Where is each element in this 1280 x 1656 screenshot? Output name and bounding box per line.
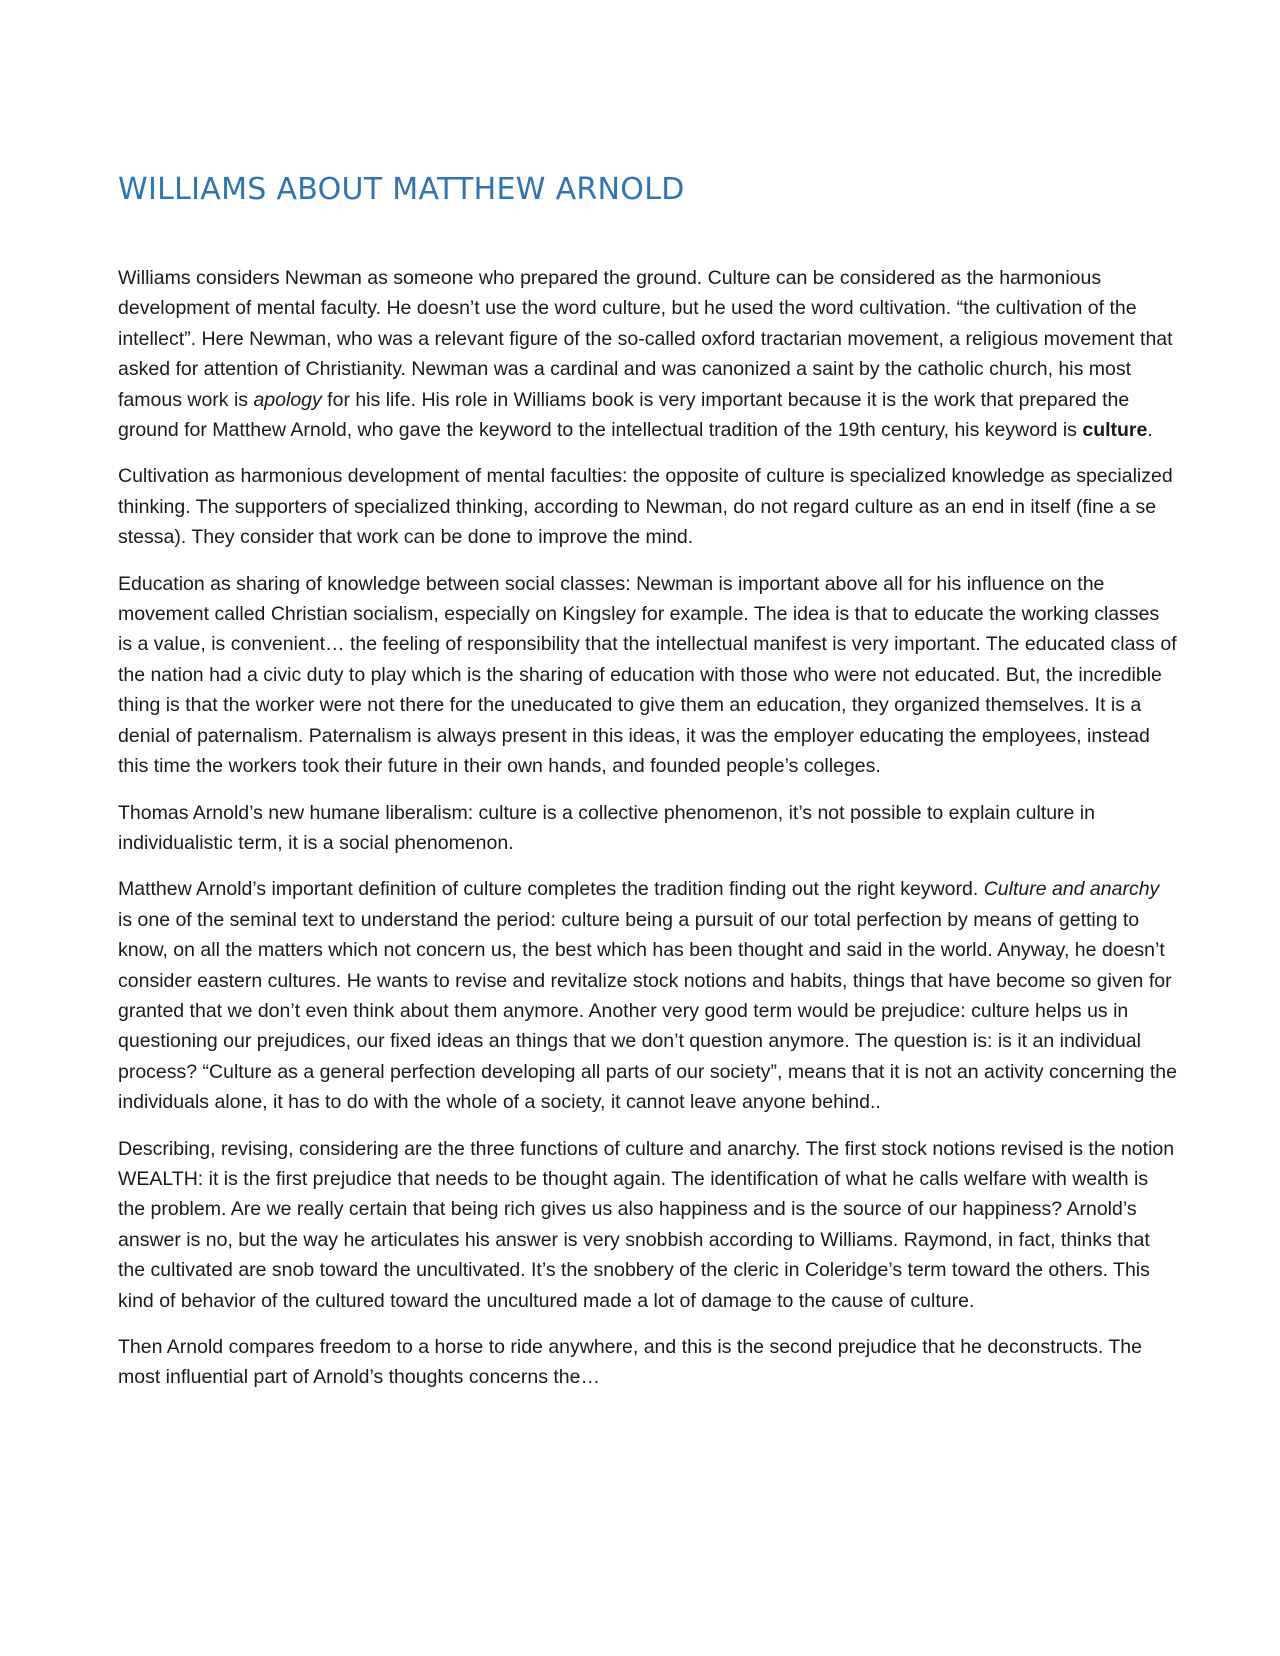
paragraph-text: . bbox=[1147, 419, 1153, 442]
document-body bbox=[118, 263, 1178, 1409]
paragraph-education: Education as sharing of knowledge between social classes: Newman is important above all for his influence on the movement called Christian socialism, especially on Kingsley for example. The idea is that to educate the working classes is a value, is convenient… the feeling of responsibility that the intellectual manifest is very important. The educated class of the nation had a civic duty to play which is the sharing of education with those who were not educated. But, the incredible thing is that the worker were not there for the uneducated to give them an education, they organized themselves. It is a denial of paternalism. Paternalism is always present in this ideas, it was the employer educating the employees, instead this time the workers took their future in their own hands, and founded people’s colleges. bbox=[118, 572, 1177, 778]
paragraph-newman bbox=[118, 263, 1178, 445]
paragraph-text: is one of the seminal text to understand the period: culture being a pursuit of our total perfection by means of getting to know, on all the matters which not concern us, the best which has been thought and said in the world. Anyway, he doesn’t consider eastern cultures. He wants to revise and revitalize stock notions and habits, things that have become so given for granted that we don’t even think about them anymore. Another very good term would be prejudice: culture helps us in questioning our prejudices, our fixed ideas an things that we don’t question anymore. The question is: is it an individual process? “Culture as a general perfection developing all parts of our society”, means that it is not an activity concerning the individuals alone, it has to do with the whole of a society, it cannot leave anyone behind.. bbox=[118, 908, 1177, 1114]
paragraph-text: for his life. His role in Williams book is very important because it is the work that prepared the ground for Matthew Arnold, who gave the keyword to the intellectual tradition of the 19th century, his keyword is bbox=[118, 388, 1130, 442]
document-title: WILLIAMS ABOUT MATTHEW ARNOLD bbox=[118, 172, 685, 207]
paragraph-cultivation: Cultivation as harmonious development of mental faculties: the opposite of culture is specialized knowledge as specialized thinking. The supporters of specialized thinking, according to Newman, do not regard culture as an end in itself (fine a se stessa). They consider that work can be done to improve the mind. bbox=[118, 465, 1173, 549]
paragraph-thomas-arnold: Thomas Arnold’s new humane liberalism: culture is a collective phenomenon, it’s not possible to explain culture in individualistic term, it is a social phenomenon. bbox=[118, 801, 1095, 854]
paragraph-text: Williams considers Newman as someone who prepared the ground. Culture can be considered as the harmonious development of mental faculty. He doesn’t use the word culture, but he used the word cultivation. “the cultivation of the intellect”. Here Newman, who was a relevant figure of the so-called oxford tractarian movement, a religious movement that asked for attention of Christianity. Newman was a cardinal and was canonized a saint by the catholic church, his most famous work is bbox=[118, 267, 1173, 411]
bold-keyword-culture: culture bbox=[1082, 419, 1148, 442]
paragraph-freedom: Then Arnold compares freedom to a horse to ride anywhere, and this is the second prejudice that he deconstructs. The most influential part of Arnold’s thoughts concerns the… bbox=[118, 1336, 1142, 1389]
paragraph-describing: Describing, revising, considering are the three functions of culture and anarchy. The first stock notions revised is the notion WEALTH: it is the first prejudice that needs to be thought again. The identification of what he calls welfare with wealth is the problem. Are we really certain that being rich gives us also happiness and is the source of our happiness? Arnold’s answer is no, but the way he articulates his answer is very snobbish according to Williams. Raymond, in fact, thinks that the cultivated are snob toward the uncultivated. It’s the snobbery of the cleric in Coleridge’s term toward the others. This kind of behavior of the cultured toward the uncultured made a lot of damage to the cause of culture. bbox=[118, 1137, 1175, 1312]
paragraph-text: Matthew Arnold’s important definition of culture completes the tradition finding out the right keyword. bbox=[118, 878, 984, 901]
italic-title-culture-and-anarchy: Culture and anarchy bbox=[983, 878, 1160, 901]
paragraph-matthew-arnold bbox=[118, 874, 1178, 1117]
italic-title-apology: apology bbox=[253, 388, 322, 411]
